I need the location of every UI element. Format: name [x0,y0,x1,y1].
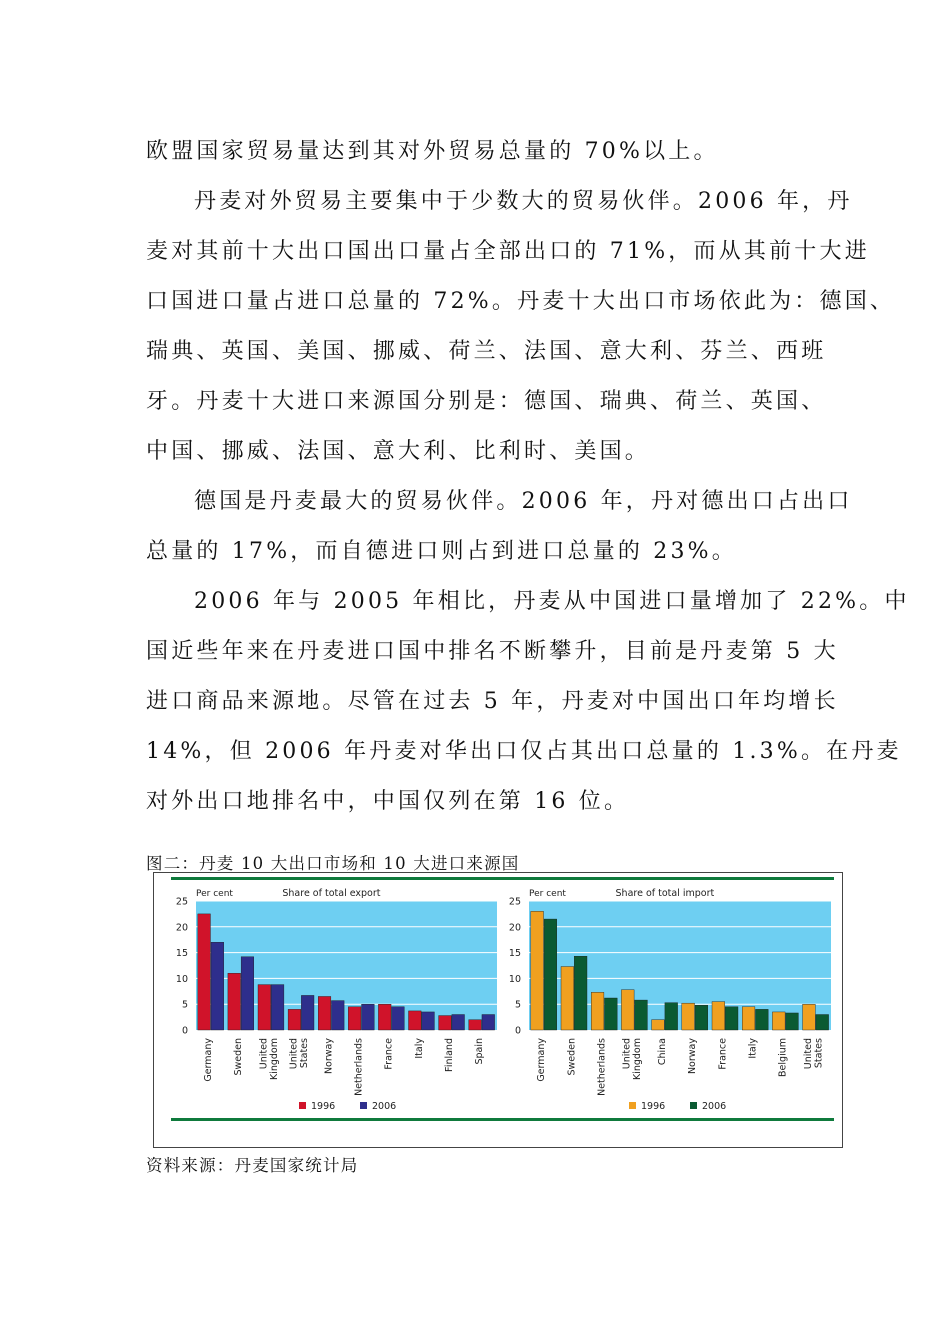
bar-1996-united-states [803,1004,816,1030]
bar-2006-netherlands [605,998,618,1030]
bar-2006-norway [695,1005,708,1030]
bar-2006-finland [452,1015,465,1030]
bar-2006-spain [482,1015,495,1030]
y-tick-label: 0 [181,1025,188,1037]
bar-1996-norway [682,1003,695,1030]
bar-1996-united-kingdom [258,985,271,1030]
legend-label: 2006 [702,1101,727,1112]
bar-2006-sweden [574,956,587,1030]
y-axis-label: Per cent [529,889,566,899]
paragraph [146,477,853,577]
bar-2006-italy [756,1009,769,1030]
category-label: Finland [443,1038,455,1072]
bar-2006-belgium [786,1013,799,1030]
category-label: Sweden [233,1038,245,1076]
paragraph-line: 国近些年来在丹麦进口国中排名不断攀升，目前是丹麦第 5 大 [146,639,839,664]
category-label: United [802,1038,814,1070]
y-tick-label: 5 [514,999,521,1011]
category-label: Belgium [777,1038,789,1077]
paragraph-line: 中国、挪威、法国、意大利、比利时、美国。 [146,439,651,464]
bar-1996-belgium [772,1012,785,1030]
bar-1996-united-kingdom [621,990,634,1030]
category-label: United [288,1038,300,1070]
category-label: China [656,1038,668,1066]
bar-2006-france [725,1007,738,1030]
bar-1996-france [712,1002,725,1030]
trade-charts-svg [154,873,842,1147]
bar-2006-united-kingdom [271,985,284,1030]
bar-1996-netherlands [348,1007,361,1030]
paragraph [146,177,896,477]
paragraph-line: 进口商品来源地。尽管在过去 5 年，丹麦对中国出口年均增长 [146,689,839,714]
paragraph [146,577,910,827]
figure-caption: 图二：丹麦 10 大出口市场和 10 大进口来源国 [146,854,520,873]
bar-1996-germany [531,911,544,1030]
y-tick-label: 25 [175,896,188,908]
bar-2006-germany [211,942,224,1030]
paragraph-line: 丹麦对外贸易主要集中于少数大的贸易伙伴。2006 年，丹 [194,189,853,214]
paragraph-line: 总量的 17%，而自德进口则占到进口总量的 23%。 [146,539,737,564]
y-tick-label: 20 [508,922,521,934]
y-tick-label: 15 [508,948,521,960]
frame-top-rule [171,877,834,880]
paragraph-line: 口国进口量占进口总量的 72%。丹麦十大出口市场依此为：德国、 [146,289,896,314]
bar-2006-united-kingdom [635,1000,648,1030]
paragraph-line: 对外出口地排名中，中国仅列在第 16 位。 [146,789,630,814]
category-label: Germany [536,1038,548,1082]
paragraph-line: 14%，但 2006 年丹麦对华出口仅占其出口总量的 1.3%。在丹麦 [146,739,902,764]
trade-figure [153,872,843,1148]
legend-swatch [299,1102,306,1109]
category-label: France [717,1038,729,1070]
bar-2006-sweden [241,957,254,1030]
bar-1996-norway [318,996,331,1030]
legend-label: 2006 [372,1101,397,1112]
bar-1996-spain [469,1020,482,1030]
bar-1996-italy [409,1011,422,1030]
category-label: France [383,1038,395,1070]
legend-swatch [629,1102,636,1109]
y-tick-label: 10 [175,973,188,985]
y-tick-label: 0 [514,1025,521,1037]
category-label: Norway [323,1038,335,1075]
chart-panel-1 [176,888,497,1112]
category-label: Italy [747,1038,759,1059]
bar-2006-norway [331,1001,344,1030]
category-label: Kingdom [268,1038,280,1081]
paragraph-line: 欧盟国家贸易量达到其对外贸易总量的 70%以上。 [146,139,719,164]
legend-label: 1996 [641,1101,666,1112]
chart-title: Share of total export [282,888,381,899]
category-label: States [298,1038,310,1069]
bar-1996-netherlands [591,992,604,1030]
y-tick-label: 10 [508,973,521,985]
bar-2006-italy [422,1012,435,1030]
bar-2006-france [392,1007,405,1030]
category-label: United [258,1038,270,1070]
bar-2006-united-states [816,1015,829,1030]
category-label: Sweden [566,1038,578,1076]
category-label: Italy [413,1038,425,1059]
category-label: States [813,1038,825,1069]
bar-1996-france [378,1004,391,1030]
category-label: Kingdom [632,1038,644,1081]
paragraph-line: 麦对其前十大出口国出口量占全部出口的 71%，而从其前十大进 [146,239,870,264]
category-label: Germany [203,1038,215,1082]
chart-panel-2 [509,888,831,1112]
paragraph [146,127,818,177]
bar-1996-china [652,1020,665,1030]
paragraph-line: 2006 年与 2005 年相比，丹麦从中国进口量增加了 22%。中 [194,589,910,614]
bar-2006-netherlands [362,1004,375,1030]
bar-2006-germany [544,919,557,1030]
category-label: Netherlands [596,1038,608,1096]
y-tick-label: 25 [508,896,521,908]
bar-1996-sweden [561,967,574,1030]
bar-1996-italy [742,1007,755,1030]
category-label: Netherlands [353,1038,365,1096]
bar-2006-china [665,1003,678,1030]
category-label: Spain [473,1038,485,1065]
chart-title: Share of total import [615,888,715,899]
bar-1996-finland [439,1016,452,1030]
bar-2006-united-states [301,995,314,1030]
y-tick-label: 15 [175,948,188,960]
legend-swatch [360,1102,367,1109]
legend-swatch [690,1102,697,1109]
paragraph-line: 瑞典、英国、美国、挪威、荷兰、法国、意大利、芬兰、西班 [146,339,827,364]
paragraph-line: 牙。丹麦十大进口来源国分别是：德国、瑞典、荷兰、英国、 [146,389,827,414]
paragraph-line: 德国是丹麦最大的贸易伙伴。2006 年，丹对德出口占出口 [194,489,853,514]
bar-1996-sweden [228,973,241,1030]
source-note: 资料来源：丹麦国家统计局 [146,1156,359,1175]
y-tick-label: 5 [181,999,188,1011]
y-tick-label: 20 [175,922,188,934]
y-axis-label: Per cent [196,889,233,899]
bar-1996-germany [198,914,211,1030]
frame-bottom-rule [171,1118,834,1121]
category-label: United [621,1038,633,1070]
bar-1996-united-states [288,1009,301,1030]
legend-label: 1996 [311,1101,336,1112]
category-label: Norway [687,1038,699,1075]
